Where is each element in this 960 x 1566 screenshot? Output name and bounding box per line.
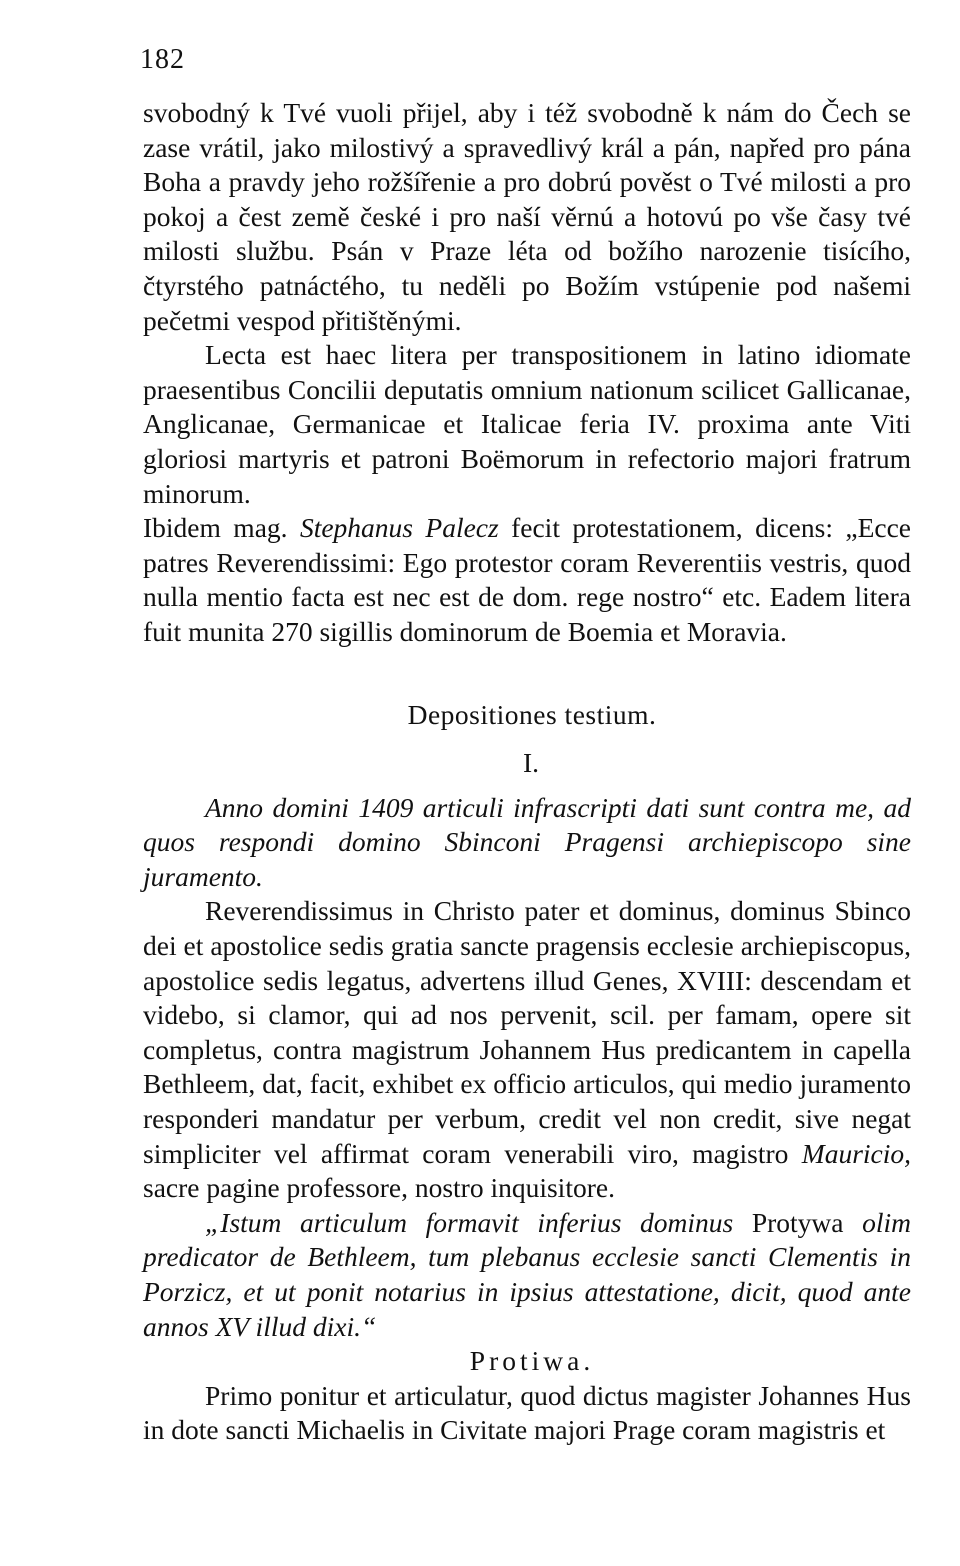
paragraph-reverendissimus bbox=[143, 894, 911, 1205]
paragraph-primo: Primo ponitur et articulatur, quod dictus magister Johannes Hus in dote sancti Michaelis in Civitate majori Prage coram magistris et bbox=[143, 1379, 911, 1446]
paragraph-czech-letter-end: svobodný k Tvé vuoli přijel, aby i též svobodně k nám do Čech se zase vrátil, jako milostivý a spravedlivý král a pán, napřed pro pána Boha a pravdy jeho rožšířenie a pro dobrú pověst o Tvé milosti a pro pokoj a čest země české i pro naší věrnú a hotovú po vše časy tvé milosti službu. Psán v Praze léta od božího narozenie tisícího, čtyrstého patnáctého, tu neděli po Božím vstúpenie pod našemi pečetmi vespod přitištěnými. bbox=[143, 97, 911, 336]
paragraph-reverendissimus-start: Reverendissimus in Christo pater et dominus, dominus Sbinco dei et apostolice sedis gratia sancte pragensis ecclesie archiepiscopus, apostolice sedis legatus, advertens illud Genes, XVIII: descendam et videbo, si clamor, qui ad nos pervenit, scil. per famam, opere sit completus, contra magistrum Johannem Hus predicantem in capella Bethleem, dat, facit, exhibet ex officio articulos, qui medio juramento responderi mandatur per verbum, credit vel non credit, sive negat simpliciter vel affirmat coram venerabili viro, magistro bbox=[143, 895, 911, 1169]
person-name-mauricio: Mauricio, bbox=[801, 1137, 912, 1169]
section-heading: Depositiones testium. bbox=[407, 698, 657, 730]
section-number: I. bbox=[522, 747, 540, 779]
person-name-protywa: Protywa bbox=[751, 1206, 844, 1238]
paragraph-istum-start: „Istum articulum formavit inferius dominus bbox=[205, 1206, 734, 1238]
paragraph-ibidem bbox=[143, 511, 911, 649]
page-number: 182 bbox=[140, 44, 185, 75]
paragraph-istum bbox=[143, 1206, 911, 1344]
protiwa-heading: Protiwa. bbox=[469, 1345, 595, 1377]
paragraph-reverendissimus-rest: sacre pagine professore, nostro inquisitore. bbox=[143, 1172, 615, 1204]
page-body bbox=[143, 96, 911, 1448]
paragraph-ibidem-rest: fecit protestationem, dicens: „Ecce patres Reverendissimi: Ego protestor coram Reverentiis vestris, quod nulla mentio facta est nec est de dom. rege nostro“ etc. Eadem litera fuit munita 270 sigillis dominorum de Boemia et Moravia. bbox=[143, 512, 911, 647]
person-name-palecz: Stephanus Palecz bbox=[299, 512, 499, 544]
paragraph-istum-rest: olim predicator de Bethleem, tum plebanus ecclesie sancti Clementis in Porzicz, et ut ponit notarius in ipsius attestatione, dicit, quod ante annos XV illud dixi.“ bbox=[143, 1206, 912, 1342]
paragraph-intro: Anno domini 1409 articuli infrascripti dati sunt contra me, ad quos respondi domino Sbinconi Pragensi archiepiscopo sine juramento. bbox=[143, 791, 911, 892]
paragraph-lecta: Lecta est haec litera per transpositionem in latino idiomate praesentibus Concilii deputatis omnium nationum scilicet Gallicanae, Anglicanae, Germanicae et Italicae feria IV. proxima ante Viti gloriosi martyris et patroni Boëmorum in refectorio majori fratrum minorum. bbox=[143, 339, 911, 509]
paragraph-ibidem-start: Ibidem mag. bbox=[143, 512, 288, 544]
